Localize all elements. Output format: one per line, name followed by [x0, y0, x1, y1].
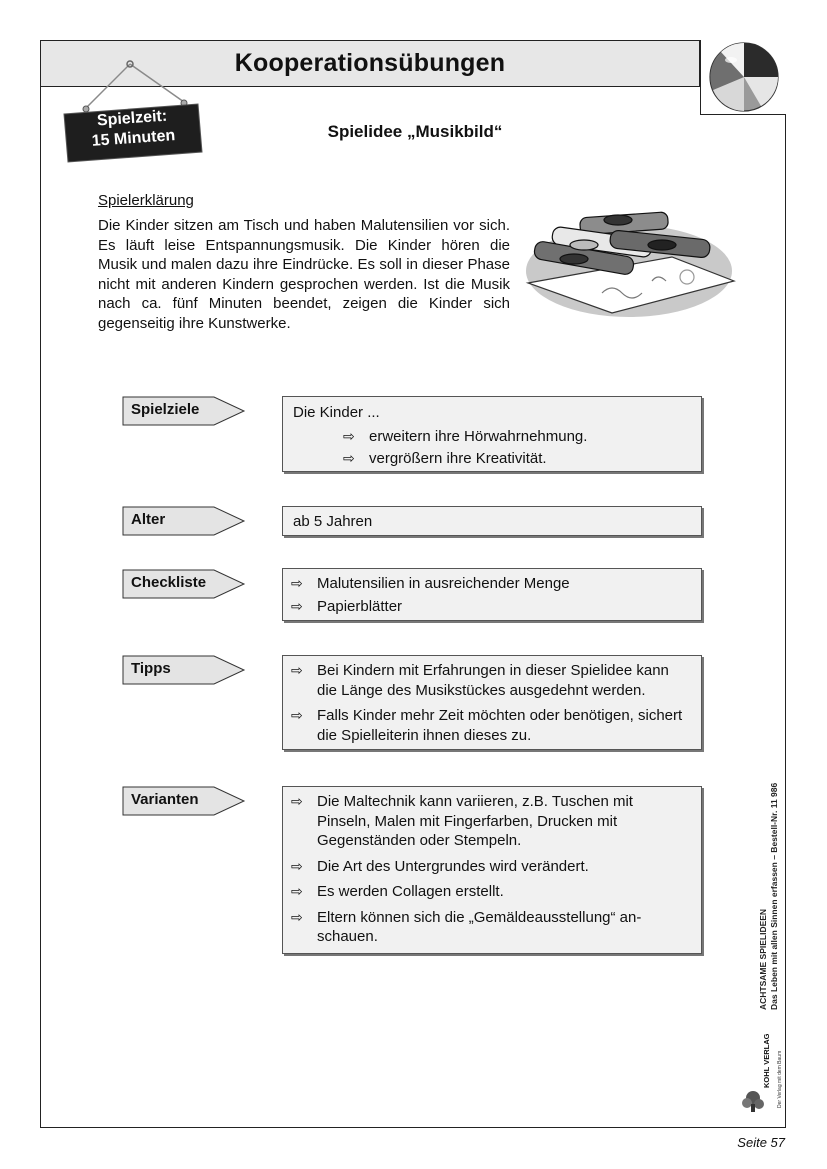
arrow-icon: ⇨: [343, 450, 355, 466]
game-idea-title: Spielidee „Musikbild“: [327, 122, 503, 141]
arrow-icon: ⇨: [291, 707, 303, 723]
arrow-icon: ⇨: [291, 908, 303, 925]
list-item: ⇨ Malutensilien in ausreichender Menge: [291, 575, 570, 592]
play-time-line1: Spielzeit:: [96, 107, 168, 130]
varianten-box: [282, 786, 702, 954]
spielziele-intro: Die Kinder ...: [293, 404, 380, 421]
page-title: Kooperationsübungen: [234, 49, 506, 77]
book-subtitle: Das Leben mit allen Sinnen erfassen – Bestell-Nr. 11 986: [769, 782, 779, 1010]
tipps-box: [282, 655, 702, 750]
alter-box: [282, 506, 702, 536]
list-item: ⇨ Bei Kindern mit Erfahrungen in dieser Spielidee kann die Länge des Musikstückes ausgedehnt werden.: [291, 662, 669, 699]
list-item: ⇨ vergrößern ihre Kreativität.: [343, 450, 547, 467]
spielziele-box: [282, 396, 702, 472]
arrow-icon: ⇨: [291, 575, 303, 591]
explanation-heading: Spielerklärung: [98, 192, 194, 209]
list-item: ⇨ Papierblätter: [291, 597, 403, 615]
list-item: ⇨ Die Maltechnik kann variieren, z.B. Tuschen mit Pinseln, Malen mit Fingerfarben, Drucken mit Gegenständen oder Stempeln.: [291, 793, 633, 849]
list-item: ⇨ Die Art des Untergrundes wird verändert.: [291, 857, 589, 875]
list-item: ⇨ Falls Kinder mehr Zeit möchten oder benötigen, sichert die Spielleiterin ihnen dieses zu.: [291, 707, 683, 744]
list-item: ⇨ erweitern ihre Hörwahrnehmung.: [343, 427, 588, 445]
crayons-illustration: [522, 205, 737, 323]
beach-ball-box: [700, 40, 786, 115]
publisher-name: KOHL VERLAG: [762, 1033, 771, 1088]
play-time-line2: 15 Minuten: [91, 127, 176, 150]
list-item: ⇨ Es werden Collagen erstellt.: [291, 883, 504, 900]
tree-logo-icon: [742, 1091, 764, 1112]
list-item: ⇨ Eltern können sich die „Gemäldeausstellung“ an-schauen.: [291, 908, 642, 945]
publisher-tagline: Der Verlag mit dem Baum: [777, 1050, 783, 1108]
alter-text: ab 5 Jahren: [293, 513, 373, 530]
arrow-icon: ⇨: [291, 597, 303, 614]
arrow-icon: ⇨: [343, 427, 355, 444]
arrow-icon: ⇨: [291, 662, 303, 678]
explanation-text: Die Kinder sitzen am Tisch und haben Malutensilien vor sich. Es läuft leise Entspannungsmusik. Die Kinder hören die Musik und malen dazu ihre Eindrücke. Es soll in dieser Phase nicht mit anderen Kindern gesprochen werden. Ist die Musik nach ca. fünf Minuten beendet, zeigen die Kinder sich gegenseitig ihre Kunstwerke.: [98, 217, 510, 332]
series-title: ACHTSAME SPIELIDEEN: [758, 908, 768, 1010]
arrow-icon: ⇨: [291, 883, 303, 899]
arrow-icon: ⇨: [291, 857, 303, 874]
play-time-label: [65, 104, 202, 159]
beach-ball-icon: [701, 40, 787, 115]
checkliste-box: [282, 568, 702, 621]
sidebar-imprint: [731, 770, 791, 1115]
arrow-icon: ⇨: [291, 793, 303, 809]
page-number: Seite 57: [737, 1135, 785, 1150]
